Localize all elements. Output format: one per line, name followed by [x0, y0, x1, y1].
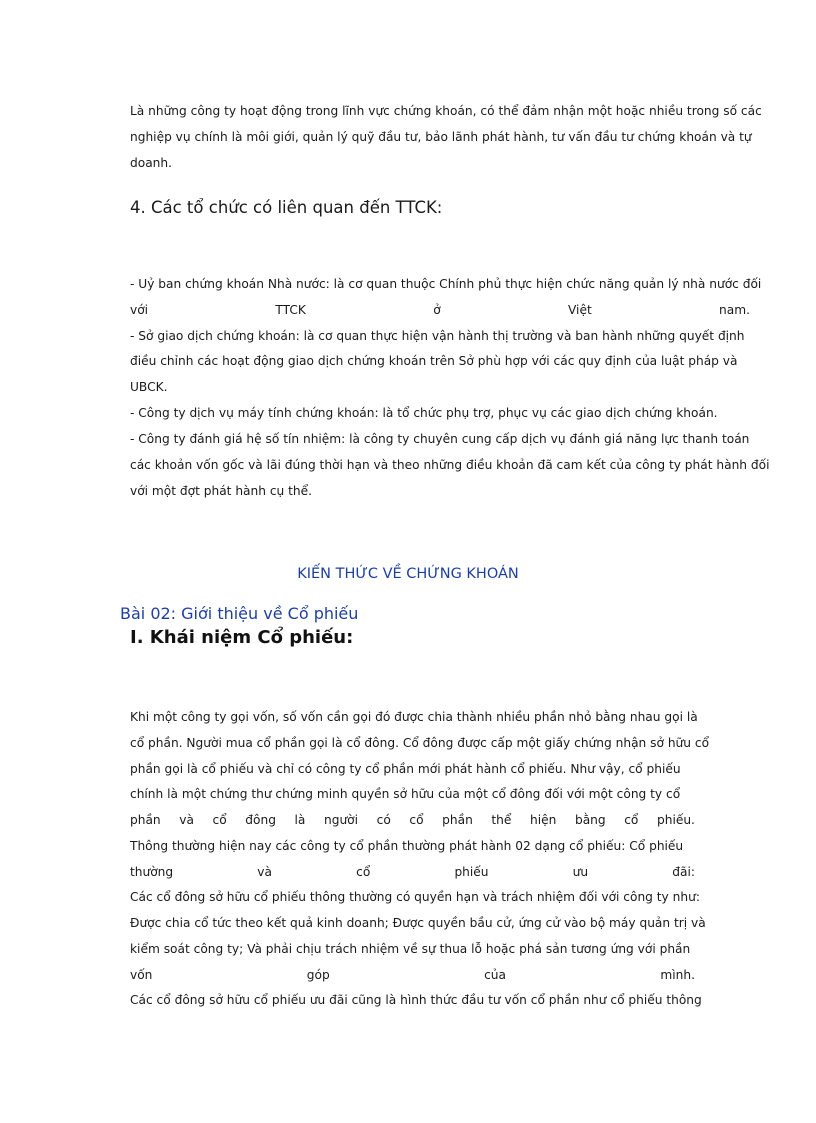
text-word: đông [245, 813, 276, 827]
text-word: cổ [356, 865, 371, 879]
main-heading: KIẾN THỨC VỀ CHỨNG KHOÁN [297, 566, 519, 582]
text-line: Các cổ đông sở hữu cổ phiếu ưu đãi cũng là hình thức đầu tư vốn cổ phần như cổ phiếu thông [130, 993, 702, 1007]
text-line: chính là một chứng thư chứng minh quyền sở hữu của một cổ đông đối với một công ty cổ [130, 787, 681, 801]
text-word: mình. [660, 968, 695, 982]
text-word: Việt [567, 303, 592, 317]
text-line: - Uỷ ban chứng khoán Nhà nước: là cơ quan thuộc Chính phủ thực hiện chức năng quản lý nhà nước đối [130, 277, 762, 291]
text-line [130, 812, 695, 828]
text-word: bằng [574, 813, 606, 827]
text-line: với một đợt phát hành cụ thể. [130, 484, 313, 498]
text-word: thường [130, 865, 174, 879]
text-line [130, 302, 750, 318]
text-line: Thông thường hiện nay các công ty cổ phần thường phát hành 02 dạng cổ phiếu: Cổ phiếu [130, 839, 684, 853]
text-word: và [179, 813, 194, 827]
text-word: cổ [409, 813, 424, 827]
text-word: và [257, 865, 272, 879]
text-line: Được chia cổ tức theo kết quả kinh doanh; Được quyền bầu cử, ứng cử vào bộ máy quản trị và [130, 916, 706, 930]
text-word: thể [491, 813, 512, 827]
text-word: vốn [130, 968, 153, 982]
section-4-heading: 4. Các tổ chức có liên quan đến TTCK: [130, 198, 443, 217]
text-line: - Công ty dịch vụ máy tính chứng khoán: là tổ chức phụ trợ, phục vụ các giao dịch chứng khoán. [130, 406, 718, 420]
text-line: các khoản vốn gốc và lãi đúng thời hạn và theo những điều khoản đã cam kết của công ty phát hành đối [130, 458, 770, 472]
text-line: - Công ty đánh giá hệ số tín nhiệm: là công ty chuyên cung cấp dịch vụ đánh giá năng lực thanh toán [130, 432, 750, 446]
text-line: doanh. [130, 156, 172, 170]
text-word: cổ [212, 813, 227, 827]
text-line: Khi một công ty gọi vốn, số vốn cần gọi đó được chia thành nhiều phần nhỏ bằng nhau gọi là [130, 710, 698, 724]
text-word: người [324, 813, 359, 827]
text-word: cổ [624, 813, 639, 827]
text-word: nam. [719, 303, 750, 317]
text-word: góp [306, 968, 330, 982]
text-line: - Sở giao dịch chứng khoán: là cơ quan thực hiện vận hành thị trường và ban hành những quyết định [130, 329, 745, 343]
text-line: phần gọi là cổ phiếu và chỉ có công ty cổ phần mới phát hành cổ phiếu. Như vậy, cổ phiếu [130, 762, 681, 776]
text-line: nghiệp vụ chính là môi giới, quản lý quỹ đầu tư, bảo lãnh phát hành, tư vấn đầu tư chứng khoán và tự [130, 130, 752, 144]
text-line: Các cổ đông sở hữu cổ phiếu thông thường có quyền hạn và trách nhiệm đối với công ty như: [130, 890, 700, 904]
text-word: là [294, 813, 306, 827]
text-line [130, 967, 695, 983]
text-word: phần [442, 813, 473, 827]
text-line [130, 864, 695, 880]
text-word: phiếu [454, 865, 489, 879]
lesson-title: Bài 02: Giới thiệu về Cổ phiếu [120, 604, 359, 623]
text-word: hiện [530, 813, 557, 827]
text-word: ở [433, 303, 441, 317]
text-word: đãi: [672, 865, 695, 879]
text-line: Là những công ty hoạt động trong lĩnh vực chứng khoán, có thể đảm nhận một hoặc nhiều trong số các [130, 104, 762, 118]
text-line: điều chỉnh các hoạt động giao dịch chứng khoán trên Sở phù hợp với các quy định của luật pháp và [130, 354, 738, 368]
text-word: TTCK [275, 303, 306, 317]
text-word: phiếu. [656, 813, 695, 827]
text-word: ưu [572, 865, 589, 879]
text-line: cổ phần. Người mua cổ phần gọi là cổ đông. Cổ đông được cấp một giấy chứng nhận sở hữu cổ [130, 736, 710, 750]
text-word: có [376, 813, 391, 827]
text-word: phần [130, 813, 161, 827]
text-word: của [484, 968, 506, 982]
concept-heading: I. Khái niệm Cổ phiếu: [130, 627, 354, 648]
text-word: với [130, 303, 149, 317]
text-line: kiểm soát công ty; Và phải chịu trách nhiệm về sự thua lỗ hoặc phá sản tương ứng với phần [130, 942, 691, 956]
text-line: UBCK. [130, 380, 168, 394]
